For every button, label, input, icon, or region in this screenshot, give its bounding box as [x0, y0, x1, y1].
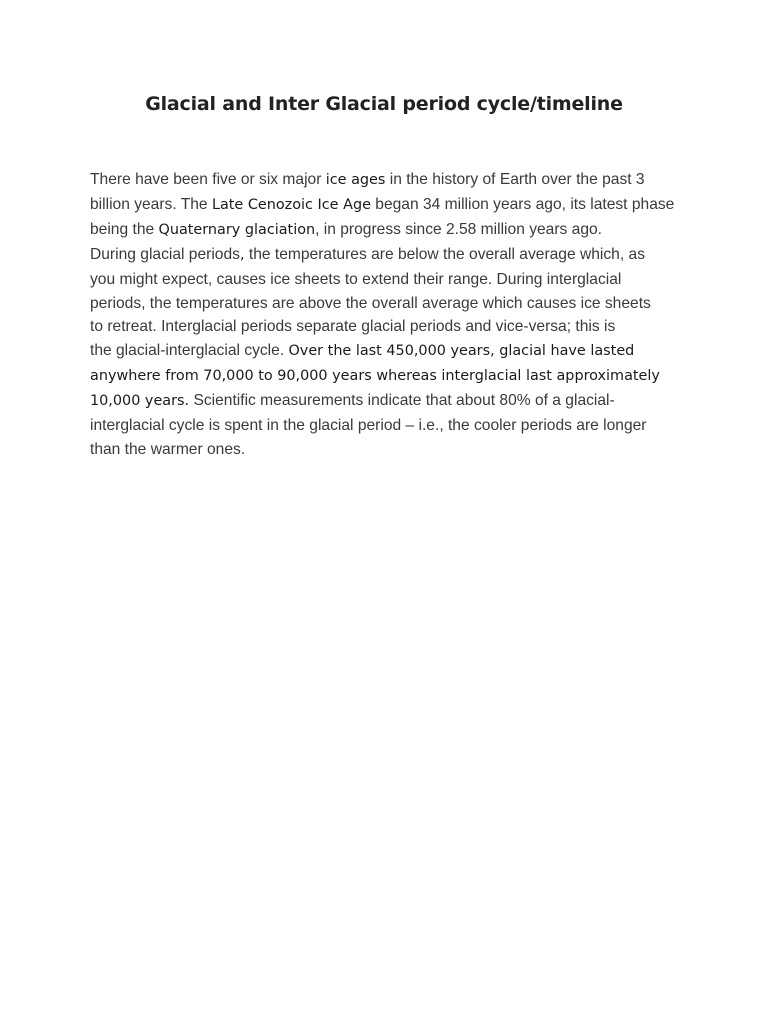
body-paragraph	[90, 168, 690, 462]
text-line	[90, 414, 690, 438]
highlighted-phrase: Quaternary glaciation	[158, 221, 316, 238]
text-line	[90, 218, 690, 243]
highlighted-phrase: Late Cenozoic Ice Age	[211, 196, 371, 213]
text-run: the temperatures are below the overall average which, as	[244, 245, 645, 263]
text-run: to retreat. Interglacial periods separate glacial periods and vice-versa; this is	[90, 318, 616, 336]
text-line	[90, 389, 690, 414]
text-run: periods, the temperatures are above the overall average which causes ice sheets	[90, 294, 651, 312]
text-run: interglacial cycle is spent in the glacial period – i.e., the cooler periods are longer	[90, 417, 647, 435]
text-line	[90, 243, 690, 268]
highlighted-phrase: 10,000 years.	[90, 393, 190, 410]
highlighted-phrase: ice ages	[325, 172, 386, 188]
text-run: being the	[90, 220, 159, 238]
text-run: Scientific measurements indicate that about 80% of a glacial-	[189, 392, 615, 410]
text-run: There have been five or six major	[90, 171, 326, 188]
text-run: began 34 million years ago, its latest phase	[370, 195, 675, 213]
text-run: , in progress since 2.58 million years ago.	[315, 220, 603, 238]
text-line	[90, 315, 690, 339]
text-run: in the history of Earth over the past 3	[385, 171, 645, 188]
text-run: the glacial-interglacial cycle.	[90, 342, 289, 360]
text-line	[90, 268, 690, 292]
text-line	[90, 339, 690, 364]
text-run: than the warmer ones.	[90, 440, 246, 458]
text-line	[90, 168, 690, 193]
document-title: Glacial and Inter Glacial period cycle/timeline	[145, 93, 623, 115]
text-run: you might expect, causes ice sheets to extend their range. During interglacial	[90, 270, 622, 288]
text-line	[90, 438, 690, 462]
text-line	[90, 364, 690, 389]
highlighted-phrase: ,	[239, 246, 245, 263]
text-line	[90, 193, 690, 218]
text-run: billion years. The	[90, 195, 212, 213]
text-run: During glacial periods	[90, 245, 240, 263]
text-line	[90, 292, 690, 316]
highlighted-phrase: anywhere from 70,000 to 90,000 years whereas interglacial last approximately	[90, 368, 660, 385]
highlighted-phrase: Over the last 450,000 years, glacial have lasted	[288, 343, 635, 360]
